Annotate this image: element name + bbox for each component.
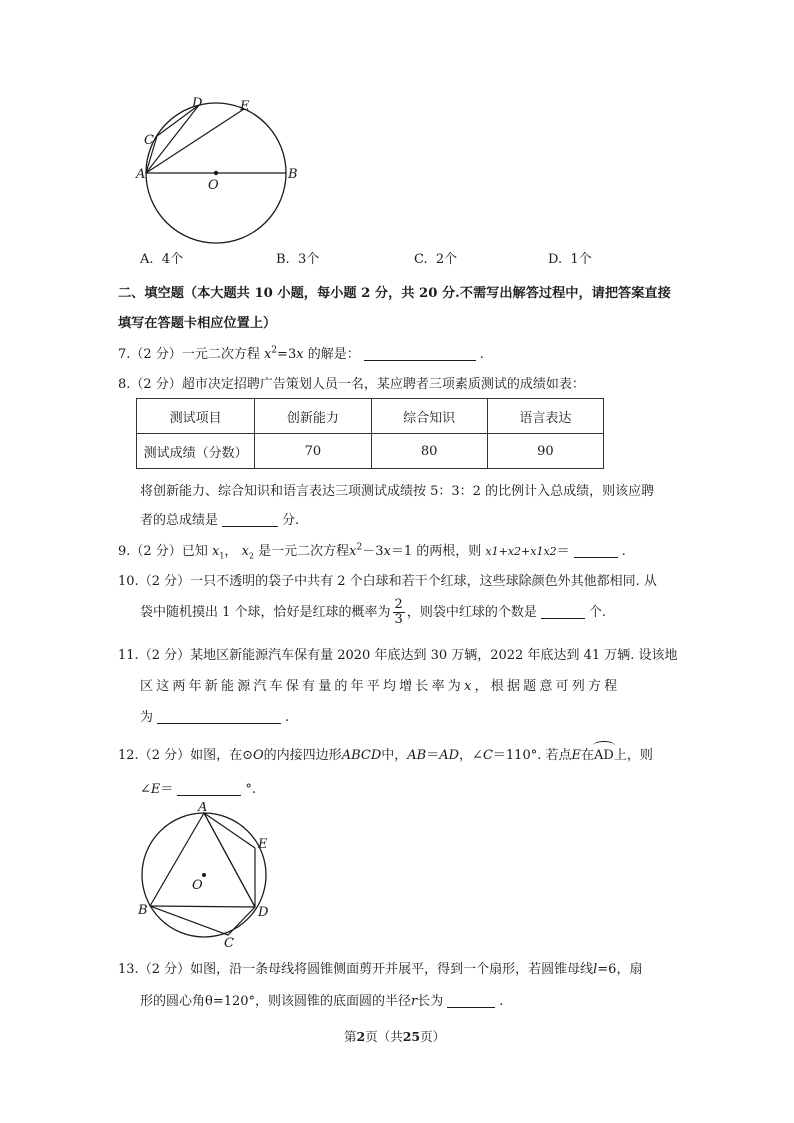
chord-ad <box>204 813 255 907</box>
question-8-line3: 者的总成绩是 分. <box>140 513 300 528</box>
answer-blank-q13[interactable] <box>447 993 495 1008</box>
label-a: A <box>136 167 146 182</box>
label-d: D <box>258 905 269 920</box>
label-b: B <box>138 903 148 918</box>
answer-blank-q9[interactable] <box>574 543 618 558</box>
table-cell: 90 <box>487 434 603 469</box>
center-dot <box>214 171 218 175</box>
question-11-line1: 11.（2 分）某地区新能源汽车保有量 2020 年底达到 30 万辆，2022 年底达到 41 万辆. 设该地 <box>118 648 678 663</box>
answer-blank-q8[interactable] <box>222 512 278 527</box>
label-b: B <box>288 167 298 182</box>
table-row <box>137 434 604 469</box>
score-table <box>136 398 604 469</box>
label-o: O <box>208 178 219 193</box>
answer-blank-q7[interactable] <box>364 346 476 361</box>
q6-option-a: A. 4个 <box>140 252 184 267</box>
label-o: O <box>192 878 203 893</box>
section-title-line1: 二、填空题（本大题共 10 小题，每小题 2 分，共 20 分.不需写出解答过程中，请把答案直接 <box>118 286 671 301</box>
arc-ad: AD <box>594 748 614 763</box>
table-cell: 70 <box>255 434 371 469</box>
question-13-line2: 形的圆心角θ=120°，则该圆锥的底面圆的半径r长为 . <box>140 994 504 1009</box>
question-9: 9.（2 分）已知 $x_1$， $x_2$ 是一元二次方程$x^2-3x=1$ 的两根，则 x1+x2+x1x2＝ . <box>118 542 626 561</box>
chord-ae <box>146 109 244 173</box>
question-13-line1: 13.（2 分）如图，沿一条母线将圆锥侧面剪开并展平，得到一个扇形，若圆锥母线l=6，扇 <box>118 962 643 977</box>
table-header-cell: 综合知识 <box>371 399 487 434</box>
chord-bd <box>150 906 255 907</box>
label-a: A <box>198 802 208 815</box>
question-8-line2: 将创新能力、综合知识和语言表达三项测试成绩按 5：3：2 的比例计入总成绩，则该应聘 <box>140 484 655 499</box>
table-header-cell: 创新能力 <box>255 399 371 434</box>
center-dot <box>202 873 206 877</box>
label-c: C <box>144 133 154 148</box>
table-cell: 80 <box>371 434 487 469</box>
question-10-line2: 袋中随机摸出 1 个球，恰好是红球的概率为 $\frac{2}{3}$ ，则袋中红球的个数是 个. <box>140 597 606 627</box>
answer-blank-q12[interactable] <box>177 781 241 796</box>
question-11-line2: 区这两年新能源汽车保有量的年平均增长率为x，根据题意可列方程 <box>140 679 621 694</box>
question-11-line3: 为 . <box>140 710 290 725</box>
figure-inscribed-quadrilateral <box>132 802 282 950</box>
page-footer: 第2页（共25页） <box>344 1029 446 1044</box>
answer-blank-q10[interactable] <box>541 604 585 619</box>
figure-circle-chords <box>130 92 310 252</box>
table-header-cell: 测试项目 <box>137 399 255 434</box>
label-d: D <box>192 96 203 111</box>
section-title-line2: 填写在答题卡相应位置上） <box>118 316 277 331</box>
table-header-cell: 语言表达 <box>487 399 603 434</box>
fraction-probability: $\frac{2}{3}$ <box>394 597 403 627</box>
question-12-line1: 12.（2 分）如图，在⊙O的内接四边形ABCD中，AB＝AD，∠C＝110°. 若点E在AD上，则 <box>118 748 653 763</box>
question-7: 7.（2 分）一元二次方程 $x^2=3x$ 的解是： . <box>118 345 484 362</box>
label-c: C <box>224 936 234 950</box>
question-8: 8.（2 分）超市决定招聘广告策划人员一名，某应聘者三项素质测试的成绩如表： <box>118 377 585 392</box>
table-header-row <box>137 399 604 434</box>
question-12-line2: ∠E＝ °. <box>140 782 257 797</box>
answer-blank-q11[interactable] <box>157 709 281 724</box>
q6-option-c: C. 2个 <box>414 252 458 267</box>
q6-option-b: B. 3个 <box>276 252 320 267</box>
label-e: E <box>240 99 250 114</box>
question-10-line1: 10.（2 分）一只不透明的袋子中共有 2 个白球和若干个红球，这些球除颜色外其他都相同. 从 <box>118 574 657 589</box>
q6-option-d: D. 1个 <box>548 252 592 267</box>
table-cell: 测试成绩（分数） <box>137 434 255 469</box>
label-e: E <box>258 837 268 852</box>
